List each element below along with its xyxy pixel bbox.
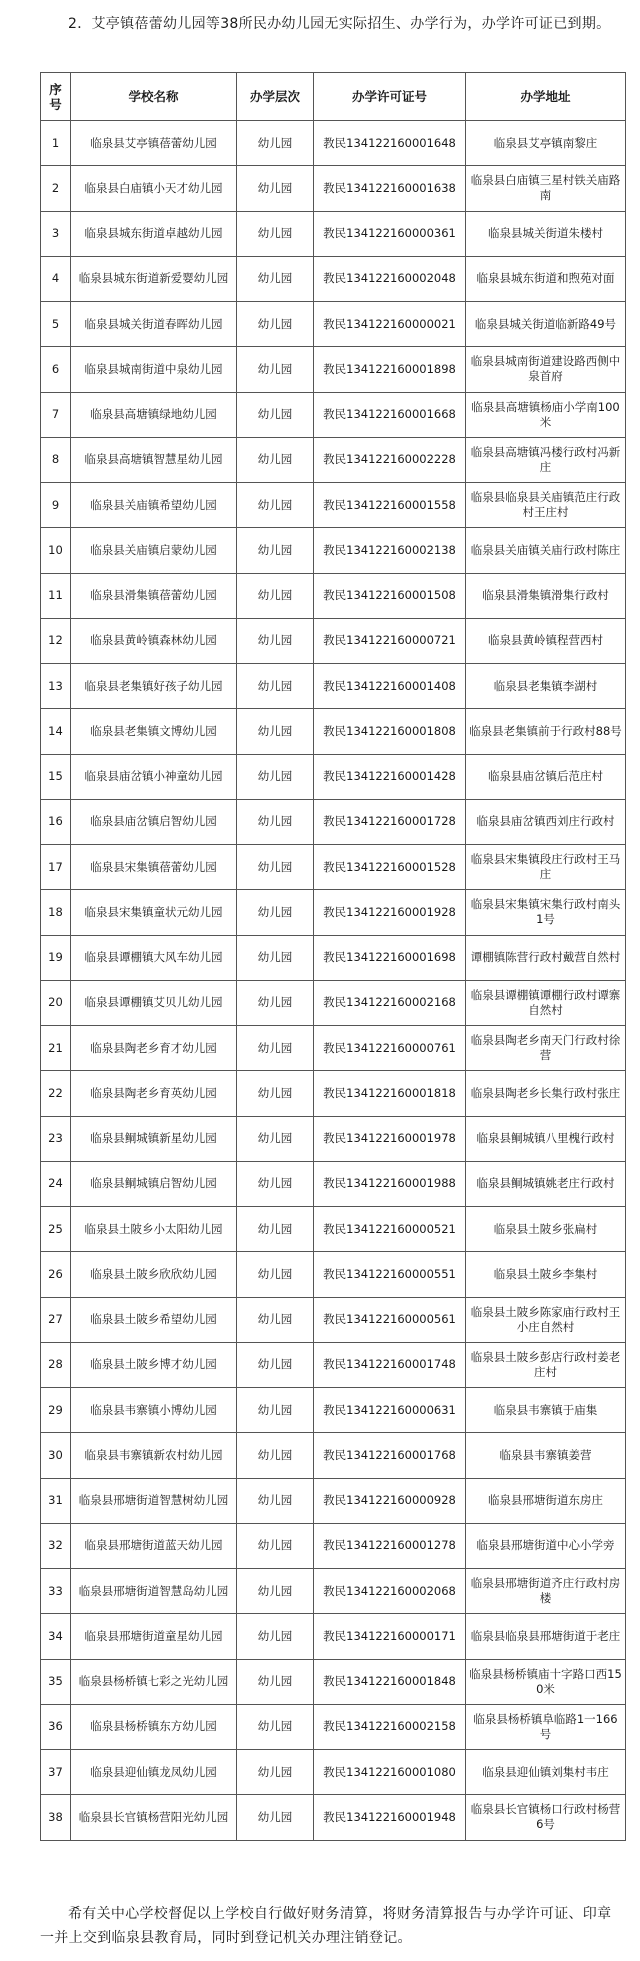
school-address: 临泉县土陂乡陈家庙行政村王小庄自然村 [466, 1297, 626, 1342]
table-row [41, 1116, 626, 1161]
school-level: 幼儿园 [237, 709, 314, 754]
row-number: 30 [41, 1433, 71, 1478]
school-name: 临泉县长官镇杨营阳光幼儿园 [71, 1795, 237, 1840]
license-number: 教民134122160001808 [314, 709, 466, 754]
table-row [41, 1659, 626, 1704]
school-level: 幼儿园 [237, 1795, 314, 1840]
row-number: 15 [41, 754, 71, 799]
license-number: 教民134122160002168 [314, 980, 466, 1025]
school-name: 临泉县杨桥镇七彩之光幼儿园 [71, 1659, 237, 1704]
school-address: 临泉县土陂乡彭店行政村姜老庄村 [466, 1342, 626, 1387]
row-number: 20 [41, 980, 71, 1025]
license-number: 教民134122160000521 [314, 1207, 466, 1252]
school-address: 临泉县老集镇前于行政村88号 [466, 709, 626, 754]
school-name: 临泉县邢塘街道蓝天幼儿园 [71, 1523, 237, 1568]
school-name: 临泉县陶老乡育才幼儿园 [71, 1026, 237, 1071]
school-name: 临泉县土陂乡博才幼儿园 [71, 1342, 237, 1387]
school-address: 临泉县临泉县邢塘街道于老庄 [466, 1614, 626, 1659]
table-row [41, 754, 626, 799]
school-address: 临泉县土陂乡李集村 [466, 1252, 626, 1297]
license-number: 教民134122160001928 [314, 890, 466, 935]
school-name: 临泉县庙岔镇小神童幼儿园 [71, 754, 237, 799]
school-name: 临泉县陶老乡育英幼儿园 [71, 1071, 237, 1116]
school-address: 临泉县高塘镇杨庙小学南100米 [466, 392, 626, 437]
school-address: 临泉县谭棚镇谭棚行政村谭寨自然村 [466, 980, 626, 1025]
license-number: 教民134122160001948 [314, 1795, 466, 1840]
table-row [41, 799, 626, 844]
row-number: 14 [41, 709, 71, 754]
row-number: 21 [41, 1026, 71, 1071]
closing-paragraph: 希有关中心学校督促以上学校自行做好财务清算，将财务清算报告与办学许可证、印章一并上交到临泉县教育局，同时到登记机关办理注销登记。 [40, 1906, 612, 1946]
school-name: 临泉县杨桥镇东方幼儿园 [71, 1704, 237, 1749]
school-name: 临泉县邢塘街道智慧树幼儿园 [71, 1478, 237, 1523]
school-name: 临泉县城东街道新爱婴幼儿园 [71, 256, 237, 301]
school-name: 临泉县谭棚镇大风车幼儿园 [71, 935, 237, 980]
school-level: 幼儿园 [237, 1750, 314, 1795]
license-number: 教民134122160001558 [314, 483, 466, 528]
school-name: 临泉县城东街道卓越幼儿园 [71, 211, 237, 256]
license-number: 教民134122160000928 [314, 1478, 466, 1523]
school-address: 临泉县鲖城镇姚老庄行政村 [466, 1161, 626, 1206]
table-row [41, 1207, 626, 1252]
school-level: 幼儿园 [237, 618, 314, 663]
school-name: 临泉县艾亭镇蓓蕾幼儿园 [71, 121, 237, 166]
license-number: 教民134122160002068 [314, 1569, 466, 1614]
school-level: 幼儿园 [237, 483, 314, 528]
row-number: 25 [41, 1207, 71, 1252]
row-number: 31 [41, 1478, 71, 1523]
school-name: 临泉县鲖城镇启智幼儿园 [71, 1161, 237, 1206]
school-name: 临泉县黄岭镇森林幼儿园 [71, 618, 237, 663]
school-name: 临泉县迎仙镇龙凤幼儿园 [71, 1750, 237, 1795]
school-level: 幼儿园 [237, 121, 314, 166]
school-name: 临泉县邢塘街道智慧岛幼儿园 [71, 1569, 237, 1614]
school-address: 临泉县杨桥镇阜临路1一166号 [466, 1704, 626, 1749]
license-number: 教民134122160001768 [314, 1433, 466, 1478]
row-number: 13 [41, 664, 71, 709]
row-number: 16 [41, 799, 71, 844]
license-number: 教民134122160000761 [314, 1026, 466, 1071]
school-level: 幼儿园 [237, 166, 314, 211]
header-level: 办学层次 [237, 73, 314, 121]
row-number: 37 [41, 1750, 71, 1795]
license-number: 教民134122160000551 [314, 1252, 466, 1297]
table-header-row [41, 73, 626, 121]
school-address: 临泉县城南街道建设路西侧中泉首府 [466, 347, 626, 392]
school-name: 临泉县鲖城镇新星幼儿园 [71, 1116, 237, 1161]
school-level: 幼儿园 [237, 573, 314, 618]
table-row [41, 980, 626, 1025]
license-number: 教民134122160002158 [314, 1704, 466, 1749]
school-name: 临泉县土陂乡希望幼儿园 [71, 1297, 237, 1342]
license-number: 教民134122160001818 [314, 1071, 466, 1116]
school-address: 临泉县庙岔镇西刘庄行政村 [466, 799, 626, 844]
license-number: 教民134122160001898 [314, 347, 466, 392]
school-level: 幼儿园 [237, 528, 314, 573]
school-address: 临泉县鲖城镇八里槐行政村 [466, 1116, 626, 1161]
school-address: 临泉县长官镇杨口行政村杨营6号 [466, 1795, 626, 1840]
row-number: 33 [41, 1569, 71, 1614]
license-number: 教民134122160002138 [314, 528, 466, 573]
school-name: 临泉县邢塘街道童星幼儿园 [71, 1614, 237, 1659]
table-row [41, 1026, 626, 1071]
school-address: 临泉县迎仙镇刘集村韦庄 [466, 1750, 626, 1795]
license-number: 教民134122160001698 [314, 935, 466, 980]
school-name: 临泉县城关街道春晖幼儿园 [71, 302, 237, 347]
school-level: 幼儿园 [237, 347, 314, 392]
school-name: 临泉县谭棚镇艾贝儿幼儿园 [71, 980, 237, 1025]
table-row [41, 1433, 626, 1478]
school-address: 临泉县高塘镇冯楼行政村冯新庄 [466, 437, 626, 482]
row-number: 2 [41, 166, 71, 211]
school-name: 临泉县关庙镇希望幼儿园 [71, 483, 237, 528]
school-level: 幼儿园 [237, 1026, 314, 1071]
header-license: 办学许可证号 [314, 73, 466, 121]
table-row [41, 392, 626, 437]
school-name: 临泉县韦寨镇小博幼儿园 [71, 1388, 237, 1433]
license-number: 教民134122160001748 [314, 1342, 466, 1387]
row-number: 9 [41, 483, 71, 528]
row-number: 8 [41, 437, 71, 482]
school-level: 幼儿园 [237, 1388, 314, 1433]
school-address: 临泉县白庙镇三星村铁关庙路南 [466, 166, 626, 211]
table-row [41, 1252, 626, 1297]
license-number: 教民134122160001638 [314, 166, 466, 211]
license-number: 教民134122160001508 [314, 573, 466, 618]
row-number: 5 [41, 302, 71, 347]
table-row [41, 664, 626, 709]
license-number: 教民134122160000561 [314, 1297, 466, 1342]
school-level: 幼儿园 [237, 1569, 314, 1614]
row-number: 24 [41, 1161, 71, 1206]
license-number: 教民134122160001528 [314, 845, 466, 890]
school-address: 临泉县邢塘街道中心小学旁 [466, 1523, 626, 1568]
school-name: 临泉县宋集镇蓓蕾幼儿园 [71, 845, 237, 890]
license-number: 教民134122160000631 [314, 1388, 466, 1433]
license-number: 教民134122160000361 [314, 211, 466, 256]
row-number: 1 [41, 121, 71, 166]
school-address: 临泉县邢塘街道东房庄 [466, 1478, 626, 1523]
school-level: 幼儿园 [237, 392, 314, 437]
table-row [41, 935, 626, 980]
school-address: 临泉县城关街道临新路49号 [466, 302, 626, 347]
table-row [41, 1704, 626, 1749]
row-number: 10 [41, 528, 71, 573]
school-address: 临泉县土陂乡张扁村 [466, 1207, 626, 1252]
school-level: 幼儿园 [237, 1478, 314, 1523]
row-number: 11 [41, 573, 71, 618]
row-number: 29 [41, 1388, 71, 1433]
school-address: 临泉县宋集镇段庄行政村王马庄 [466, 845, 626, 890]
table-row [41, 1071, 626, 1116]
license-number: 教民134122160000171 [314, 1614, 466, 1659]
school-level: 幼儿园 [237, 845, 314, 890]
table-row [41, 1342, 626, 1387]
row-number: 7 [41, 392, 71, 437]
row-number: 32 [41, 1523, 71, 1568]
school-level: 幼儿园 [237, 1433, 314, 1478]
table-row [41, 1161, 626, 1206]
school-name: 临泉县土陂乡小太阳幼儿园 [71, 1207, 237, 1252]
school-level: 幼儿园 [237, 935, 314, 980]
row-number: 23 [41, 1116, 71, 1161]
table-row [41, 1614, 626, 1659]
license-number: 教民134122160001080 [314, 1750, 466, 1795]
row-number: 36 [41, 1704, 71, 1749]
school-level: 幼儿园 [237, 302, 314, 347]
school-address: 临泉县黄岭镇程营西村 [466, 618, 626, 663]
school-address: 临泉县庙岔镇后范庄村 [466, 754, 626, 799]
table-row [41, 573, 626, 618]
row-number: 28 [41, 1342, 71, 1387]
license-number: 教民134122160000721 [314, 618, 466, 663]
row-number: 4 [41, 256, 71, 301]
school-level: 幼儿园 [237, 1614, 314, 1659]
school-name: 临泉县滑集镇蓓蕾幼儿园 [71, 573, 237, 618]
table-row [41, 1388, 626, 1433]
school-address: 临泉县宋集镇宋集行政村南头1号 [466, 890, 626, 935]
table-body [41, 121, 626, 1841]
school-level: 幼儿园 [237, 1161, 314, 1206]
license-number: 教民134122160001978 [314, 1116, 466, 1161]
school-address: 临泉县杨桥镇庙十字路口西150米 [466, 1659, 626, 1704]
row-number: 17 [41, 845, 71, 890]
schools-table [40, 72, 626, 1841]
school-level: 幼儿园 [237, 799, 314, 844]
table-row [41, 890, 626, 935]
license-number: 教民134122160001428 [314, 754, 466, 799]
school-address: 临泉县老集镇李湖村 [466, 664, 626, 709]
license-number: 教民134122160001728 [314, 799, 466, 844]
school-level: 幼儿园 [237, 1523, 314, 1568]
school-address: 临泉县艾亭镇南黎庄 [466, 121, 626, 166]
table-row [41, 1478, 626, 1523]
table-row [41, 121, 626, 166]
school-name: 临泉县庙岔镇启智幼儿园 [71, 799, 237, 844]
school-level: 幼儿园 [237, 211, 314, 256]
school-name: 临泉县老集镇文博幼儿园 [71, 709, 237, 754]
table-row [41, 302, 626, 347]
header-school-name: 学校名称 [71, 73, 237, 121]
school-address: 临泉县滑集镇滑集行政村 [466, 573, 626, 618]
table-row [41, 256, 626, 301]
table-row [41, 1795, 626, 1840]
table-row [41, 1523, 626, 1568]
table-row [41, 166, 626, 211]
school-address: 临泉县城关街道朱楼村 [466, 211, 626, 256]
table-row [41, 347, 626, 392]
school-name: 临泉县关庙镇启蒙幼儿园 [71, 528, 237, 573]
table-row [41, 211, 626, 256]
table-row [41, 1297, 626, 1342]
intro-paragraph: 2．艾亭镇蓓蕾幼儿园等38所民办幼儿园无实际招生、办学行为，办学许可证已到期。 [68, 16, 611, 32]
row-number: 26 [41, 1252, 71, 1297]
school-level: 幼儿园 [237, 1116, 314, 1161]
row-number: 38 [41, 1795, 71, 1840]
license-number: 教民134122160000021 [314, 302, 466, 347]
school-address: 临泉县韦寨镇于庙集 [466, 1388, 626, 1433]
school-level: 幼儿园 [237, 1342, 314, 1387]
school-level: 幼儿园 [237, 1297, 314, 1342]
school-level: 幼儿园 [237, 1207, 314, 1252]
row-number: 12 [41, 618, 71, 663]
row-number: 35 [41, 1659, 71, 1704]
school-level: 幼儿园 [237, 437, 314, 482]
row-number: 18 [41, 890, 71, 935]
row-number: 3 [41, 211, 71, 256]
table-row [41, 1750, 626, 1795]
table-row [41, 437, 626, 482]
license-number: 教民134122160001648 [314, 121, 466, 166]
school-address: 临泉县韦寨镇姜营 [466, 1433, 626, 1478]
school-name: 临泉县白庙镇小天才幼儿园 [71, 166, 237, 211]
table-row [41, 618, 626, 663]
school-address: 临泉县临泉县关庙镇范庄行政村王庄村 [466, 483, 626, 528]
license-number: 教民134122160001408 [314, 664, 466, 709]
license-number: 教民134122160001668 [314, 392, 466, 437]
school-level: 幼儿园 [237, 980, 314, 1025]
license-number: 教民134122160001278 [314, 1523, 466, 1568]
table-row [41, 845, 626, 890]
license-number: 教民134122160001988 [314, 1161, 466, 1206]
table-row [41, 528, 626, 573]
school-address: 谭棚镇陈营行政村戴营自然村 [466, 935, 626, 980]
school-level: 幼儿园 [237, 1071, 314, 1116]
school-level: 幼儿园 [237, 1704, 314, 1749]
row-number: 34 [41, 1614, 71, 1659]
school-address: 临泉县邢塘街道齐庄行政村房楼 [466, 1569, 626, 1614]
school-level: 幼儿园 [237, 890, 314, 935]
row-number: 27 [41, 1297, 71, 1342]
table-row [41, 1569, 626, 1614]
license-number: 教民134122160002228 [314, 437, 466, 482]
row-number: 6 [41, 347, 71, 392]
school-address: 临泉县陶老乡南天门行政村徐营 [466, 1026, 626, 1071]
table-row [41, 709, 626, 754]
table-row [41, 483, 626, 528]
school-name: 临泉县高塘镇智慧星幼儿园 [71, 437, 237, 482]
header-address: 办学地址 [466, 73, 626, 121]
header-no: 序号 [41, 73, 71, 121]
school-level: 幼儿园 [237, 1252, 314, 1297]
school-name: 临泉县高塘镇绿地幼儿园 [71, 392, 237, 437]
school-level: 幼儿园 [237, 754, 314, 799]
school-name: 临泉县韦寨镇新农村幼儿园 [71, 1433, 237, 1478]
license-number: 教民134122160002048 [314, 256, 466, 301]
license-number: 教民134122160001848 [314, 1659, 466, 1704]
school-address: 临泉县城东街道和煦苑对面 [466, 256, 626, 301]
school-level: 幼儿园 [237, 256, 314, 301]
school-name: 临泉县老集镇好孩子幼儿园 [71, 664, 237, 709]
school-name: 临泉县城南街道中泉幼儿园 [71, 347, 237, 392]
school-level: 幼儿园 [237, 664, 314, 709]
row-number: 22 [41, 1071, 71, 1116]
school-address: 临泉县陶老乡长集行政村张庄 [466, 1071, 626, 1116]
school-address: 临泉县关庙镇关庙行政村陈庄 [466, 528, 626, 573]
row-number: 19 [41, 935, 71, 980]
school-level: 幼儿园 [237, 1659, 314, 1704]
school-name: 临泉县土陂乡欣欣幼儿园 [71, 1252, 237, 1297]
school-name: 临泉县宋集镇童状元幼儿园 [71, 890, 237, 935]
